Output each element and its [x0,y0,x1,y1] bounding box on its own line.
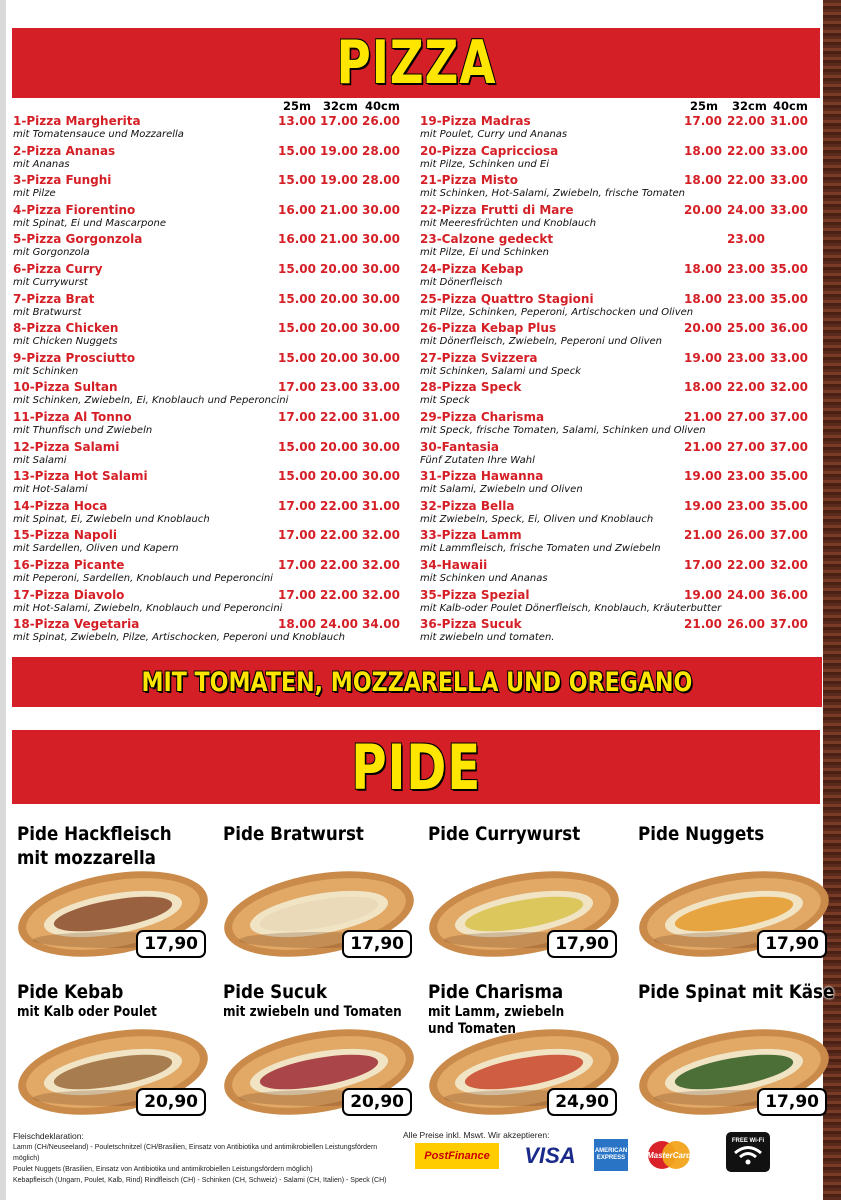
price-25: 19.00 [684,350,722,365]
price-25: 19.00 [684,498,722,513]
price-40: 34.00 [362,617,400,632]
price-40: 33.00 [770,143,808,158]
pizza-item [13,469,408,499]
pizza-banner [12,28,820,98]
meat-declaration-line: Kebapfleisch (Ungarn, Poulet, Kalb, Rind) Rindfleisch (CH) - Schinken (CH, Schweiz) - Salami (CH, Italien) - Speck (CH) [13,1177,387,1184]
price-32: 20.00 [320,321,358,336]
pizza-name: 6-Pizza Curry [13,261,103,276]
price-32: 25.00 [727,321,765,336]
pizza-name: 2-Pizza Ananas [13,143,116,158]
price-25: 19.00 [684,469,722,484]
pizza-description: mit Spinat, Ei, Zwiebeln und Knoblauch [13,513,210,525]
size-header [13,98,408,114]
price-32: 22.00 [320,587,358,602]
price-25: 18.00 [278,617,316,632]
price-40: 26.00 [362,114,400,128]
price-40: 35.00 [770,498,808,513]
price-32: 26.00 [727,528,765,543]
price-32: 17.00 [320,114,358,128]
price-25: 17.00 [278,587,316,602]
pide-price-tag: 17,90 [757,1088,827,1116]
price-25: 18.00 [684,261,722,276]
pizza-item [13,232,408,262]
pizza-description: mit Pilze, Schinken, Peperoni, Artischocken und Oliven [420,306,694,318]
price-40: 37.00 [770,409,808,424]
pizza-description: mit Pilze, Schinken und Ei [420,158,550,170]
price-25: 15.00 [278,173,316,188]
pide-name: Pide Hackfleisch [17,823,172,845]
price-32: 20.00 [320,439,358,454]
pizza-name: 19-Pizza Madras [420,114,531,128]
pide-card [219,822,414,962]
pizza-description: mit Bratwurst [13,306,82,318]
pizza-item [420,588,815,618]
pizza-description: mit Dönerfleisch, Zwiebeln, Peperoni und Oliven [420,336,663,348]
pizza-description: mit Schinken, Zwiebeln, Ei, Knoblauch und Peperoncini [13,395,289,407]
pizza-item [420,440,815,470]
pizza-description: mit Kalb-oder Poulet Dönerfleisch, Knoblauch, Kräuterbutter [420,602,722,614]
size-header-25: 25m [690,99,718,113]
pizza-item [13,292,408,322]
price-32: 24.00 [320,617,358,632]
pizza-description: mit Pilze [13,188,56,200]
mastercard-label: MasterCard [646,1151,692,1160]
price-40: 32.00 [362,528,400,543]
price-40: 30.00 [362,261,400,276]
price-25: 17.00 [278,380,316,395]
pide-name: Pide Currywurst [428,823,581,845]
price-25: 17.00 [684,557,722,572]
price-40: 31.00 [362,498,400,513]
price-40: 37.00 [770,528,808,543]
pizza-name: 27-Pizza Svizzera [420,350,538,365]
toppings-banner [12,657,822,707]
price-32: 22.00 [727,380,765,395]
pizza-item [13,558,408,588]
price-32: 23.00 [727,232,765,247]
pizza-name: 33-Pizza Lamm [420,528,522,543]
pizza-item [420,144,815,174]
price-25: 21.00 [684,409,722,424]
pide-price-tag: 20,90 [342,1088,412,1116]
pizza-name: 18-Pizza Vegetaria [13,617,140,632]
price-32: 23.00 [727,261,765,276]
pizza-description: mit Peperoni, Sardellen, Knoblauch und Peperoncini [13,572,273,584]
price-32: 24.00 [727,202,765,217]
pide-card [634,980,835,1120]
pide-card [634,822,829,962]
pide-price-tag: 17,90 [136,930,206,958]
pizza-item [420,292,815,322]
pide-subtitle: mit Kalb oder Poulet [17,1004,157,1020]
pizza-item [420,262,815,292]
amex-logo: AMERICAN EXPRESS [594,1139,628,1171]
price-25: 21.00 [684,439,722,454]
pizza-description: mit Salami [13,454,67,466]
price-40: 32.00 [362,557,400,572]
pizza-item [420,232,815,262]
size-header-32: 32cm [732,99,767,113]
pide-banner [12,730,820,804]
price-25: 15.00 [278,321,316,336]
size-header-40: 40cm [773,99,808,113]
pizza-name: 31-Pizza Hawanna [420,469,544,484]
price-25: 15.00 [278,439,316,454]
wifi-label: FREE Wi-Fi [731,1138,765,1144]
price-40: 35.00 [770,291,808,306]
pizza-description: mit Chicken Nuggets [13,336,118,348]
visa-logo: VISA [524,1143,576,1168]
pizza-description: mit Pilze, Ei und Schinken [420,247,550,259]
pizza-item [420,617,815,647]
pizza-item [13,203,408,233]
price-32: 23.00 [727,469,765,484]
pide-card [13,980,208,1120]
price-25: 15.00 [278,469,316,484]
price-40: 33.00 [770,202,808,217]
pide-price-tag: 17,90 [342,930,412,958]
pizza-items-left [13,114,408,647]
price-25: 21.00 [684,528,722,543]
price-25: 17.00 [278,528,316,543]
pizza-name: 26-Pizza Kebap Plus [420,321,557,336]
pizza-item [420,321,815,351]
price-32: 23.00 [727,291,765,306]
price-25: 18.00 [684,173,722,188]
price-32: 23.00 [727,498,765,513]
pizza-item [13,588,408,618]
pizza-name: 32-Pizza Bella [420,498,515,513]
pide-name: Pide Bratwurst [223,823,364,845]
pizza-name: 34-Hawaii [420,557,488,572]
price-25: 17.00 [278,498,316,513]
price-32: 22.00 [727,143,765,158]
pizza-item [13,262,408,292]
price-25: 18.00 [684,380,722,395]
meat-declaration-line: Poulet Nuggets (Brasilien, Einsatz von Antibiotika und antimikrobiellen Leistungsfördern möglich) [13,1166,313,1173]
pizza-description: mit Zwiebeln, Speck, Ei, Oliven und Knoblauch [420,513,654,525]
pizza-item [420,351,815,381]
pide-card [13,822,208,962]
pizza-description: mit zwiebeln und tomaten. [420,632,555,644]
pide-name: Pide Sucuk [223,981,328,1003]
price-25: 19.00 [684,587,722,602]
price-40: 36.00 [770,587,808,602]
pizza-name: 25-Pizza Quattro Stagioni [420,291,594,306]
price-32: 22.00 [727,173,765,188]
price-32: 19.00 [320,173,358,188]
pide-subtitle: mit Lamm, zwiebeln und Tomaten [428,1004,565,1037]
price-32: 21.00 [320,202,358,217]
price-40: 30.00 [362,469,400,484]
pizza-name: 4-Pizza Fiorentino [13,202,136,217]
pizza-name: 12-Pizza Salami [13,439,120,454]
size-header-25: 25m [283,99,311,113]
price-25: 15.00 [278,291,316,306]
price-40: 32.00 [770,380,808,395]
price-25: 16.00 [278,202,316,217]
price-32: 27.00 [727,439,765,454]
pizza-list-left [13,98,408,647]
pide-name: Pide Nuggets [638,823,765,845]
pizza-description: mit Speck [420,395,470,407]
pizza-name: 1-Pizza Margherita [13,114,141,128]
pide-card [424,822,619,962]
pizza-description: mit Schinken und Ananas [420,572,548,584]
pizza-name: 28-Pizza Speck [420,380,522,395]
price-40: 33.00 [770,350,808,365]
pide-name: Pide Charisma [428,981,564,1003]
price-40: 30.00 [362,232,400,247]
pizza-item [420,410,815,440]
pizza-item [420,469,815,499]
price-32: 22.00 [320,528,358,543]
pide-card [219,980,414,1120]
price-32: 20.00 [320,261,358,276]
pizza-item [13,410,408,440]
pizza-description: mit Salami, Zwiebeln und Oliven [420,484,583,496]
meat-declaration-line: Lamm (CH/Neuseeland) - Pouletschnitzel (CH/Brasilien, Einsatz von Antibiotika und antimikrobiellen Leistungsfördern möglich) [13,1144,378,1162]
price-25: 18.00 [684,291,722,306]
pizza-name: 14-Pizza Hoca [13,498,108,513]
price-40: 33.00 [362,380,400,395]
mastercard-circles-icon [644,1139,694,1171]
pizza-item [13,499,408,529]
pizza-description: mit Hot-Salami, Zwiebeln, Knoblauch und Peperoncini [13,602,283,614]
pizza-description: mit Gorgonzola [13,247,90,259]
price-25: 21.00 [684,617,722,632]
price-32: 26.00 [727,617,765,632]
pizza-item [420,499,815,529]
pide-subtitle: mit mozzarella [17,847,156,869]
pizza-name: 10-Pizza Sultan [13,380,118,395]
price-40: 30.00 [362,291,400,306]
size-header [420,98,815,114]
pizza-name: 7-Pizza Brat [13,291,95,306]
pizza-description: mit Thunfisch und Zwiebeln [13,424,153,436]
size-header-32: 32cm [323,99,358,113]
pizza-name: 9-Pizza Prosciutto [13,350,136,365]
pide-price-tag: 20,90 [136,1088,206,1116]
price-40: 31.00 [770,114,808,128]
pizza-name: 11-Pizza Al Tonno [13,409,132,424]
price-40: 35.00 [770,261,808,276]
pizza-name: 20-Pizza Capricciosa [420,143,559,158]
payment-note: Alle Preise inkl. Mswt. Wir akzeptieren: [403,1130,550,1140]
price-25: 17.00 [278,557,316,572]
pizza-item [13,144,408,174]
wifi-icon [733,1144,763,1166]
toppings-banner-text: MIT TOMATEN, MOZZARELLA UND OREGANO [141,666,693,698]
pizza-item [13,114,408,144]
pizza-name: 13-Pizza Hot Salami [13,469,148,484]
pizza-name: 29-Pizza Charisma [420,409,545,424]
pizza-items-right [420,114,815,647]
pizza-item [13,440,408,470]
pizza-item [13,617,408,647]
price-40: 28.00 [362,173,400,188]
pizza-item [420,558,815,588]
pizza-description: mit Schinken, Hot-Salami, Zwiebeln, frische Tomaten [420,188,685,200]
pizza-item [420,173,815,203]
price-40: 36.00 [770,321,808,336]
pizza-name: 3-Pizza Funghi [13,173,112,188]
postfinance-logo: PostFinance [415,1143,499,1169]
pizza-description: mit Spinat, Zwiebeln, Pilze, Artischocken, Peperoni und Knoblauch [13,632,345,644]
pizza-item [13,321,408,351]
price-25: 17.00 [684,114,722,128]
pizza-description: mit Hot-Salami [13,484,88,496]
price-25: 20.00 [684,321,722,336]
price-32: 22.00 [320,409,358,424]
pizza-item [420,528,815,558]
price-40: 32.00 [770,557,808,572]
price-40: 28.00 [362,143,400,158]
page-edge-left [0,0,6,1200]
meat-declaration [13,1131,403,1186]
pizza-item [420,203,815,233]
price-40: 30.00 [362,439,400,454]
price-40: 37.00 [770,439,808,454]
price-32: 27.00 [727,409,765,424]
price-32: 20.00 [320,291,358,306]
pizza-name: 22-Pizza Frutti di Mare [420,202,574,217]
pizza-name: 16-Pizza Picante [13,557,125,572]
price-25: 15.00 [278,143,316,158]
pizza-name: 24-Pizza Kebap [420,261,524,276]
pide-card [424,980,619,1120]
price-32: 19.00 [320,143,358,158]
pide-name: Pide Kebab [17,981,124,1003]
pizza-title: PIZZA [336,28,496,98]
pizza-item [13,351,408,381]
size-header-40: 40cm [365,99,400,113]
price-25: 20.00 [684,202,722,217]
pizza-description: mit Currywurst [13,276,88,288]
pizza-name: 17-Pizza Diavolo [13,587,125,602]
pizza-item [420,380,815,410]
price-25: 16.00 [278,232,316,247]
pizza-description: mit Schinken [13,365,79,377]
wifi-logo [726,1132,770,1172]
pide-price-tag: 24,90 [547,1088,617,1116]
price-40: 33.00 [770,173,808,188]
pizza-description: mit Poulet, Curry und Ananas [420,129,568,140]
price-25: 15.00 [278,261,316,276]
price-32: 24.00 [727,587,765,602]
price-40: 35.00 [770,469,808,484]
pizza-description: mit Meeresfrüchten und Knoblauch [420,217,597,229]
pizza-item [420,114,815,144]
price-32: 20.00 [320,469,358,484]
price-25: 18.00 [684,143,722,158]
pizza-name: 21-Pizza Misto [420,173,519,188]
pizza-item [13,380,408,410]
pizza-name: 23-Calzone gedeckt [420,232,554,247]
pizza-description: mit Lammfleisch, frische Tomaten und Zwiebeln [420,543,661,555]
pizza-description: mit Spinat, Ei und Mascarpone [13,217,166,229]
price-40: 30.00 [362,321,400,336]
pide-price-tag: 17,90 [757,930,827,958]
price-40: 31.00 [362,409,400,424]
mastercard-logo [644,1139,694,1171]
pide-name: Pide Spinat mit Käse [638,981,835,1003]
price-40: 30.00 [362,202,400,217]
price-40: 37.00 [770,617,808,632]
pizza-name: 36-Pizza Sucuk [420,617,522,632]
price-32: 22.00 [320,557,358,572]
price-32: 22.00 [320,498,358,513]
pizza-item [13,173,408,203]
pizza-description: mit Sardellen, Oliven und Kapern [13,543,179,555]
price-32: 21.00 [320,232,358,247]
price-25: 13.00 [278,114,316,128]
pizza-name: 5-Pizza Gorgonzola [13,232,143,247]
price-25: 17.00 [278,409,316,424]
price-32: 22.00 [727,557,765,572]
pizza-description: mit Speck, frische Tomaten, Salami, Schinken und Oliven [420,424,706,436]
pizza-name: 35-Pizza Spezial [420,587,530,602]
pizza-list-right [420,98,815,647]
price-25: 15.00 [278,350,316,365]
pizza-name: 15-Pizza Napoli [13,528,118,543]
price-32: 22.00 [727,114,765,128]
pizza-description: mit Schinken, Salami und Speck [420,365,581,377]
pizza-item [13,528,408,558]
pide-title: PIDE [351,730,481,804]
price-40: 30.00 [362,350,400,365]
price-32: 23.00 [320,380,358,395]
pide-subtitle: mit zwiebeln und Tomaten [223,1004,402,1020]
pizza-description: mit Dönerfleisch [420,276,503,288]
pizza-description: Fünf Zutaten Ihre Wahl [420,454,535,466]
pide-price-tag: 17,90 [547,930,617,958]
price-32: 23.00 [727,350,765,365]
pizza-description: mit Tomatensauce und Mozzarella [13,129,184,140]
price-32: 20.00 [320,350,358,365]
pizza-description: mit Ananas [13,158,70,170]
price-40: 32.00 [362,587,400,602]
pizza-name: 8-Pizza Chicken [13,321,119,336]
meat-declaration-heading: Fleischdeklaration: [13,1131,84,1141]
pizza-name: 30-Fantasia [420,439,500,454]
